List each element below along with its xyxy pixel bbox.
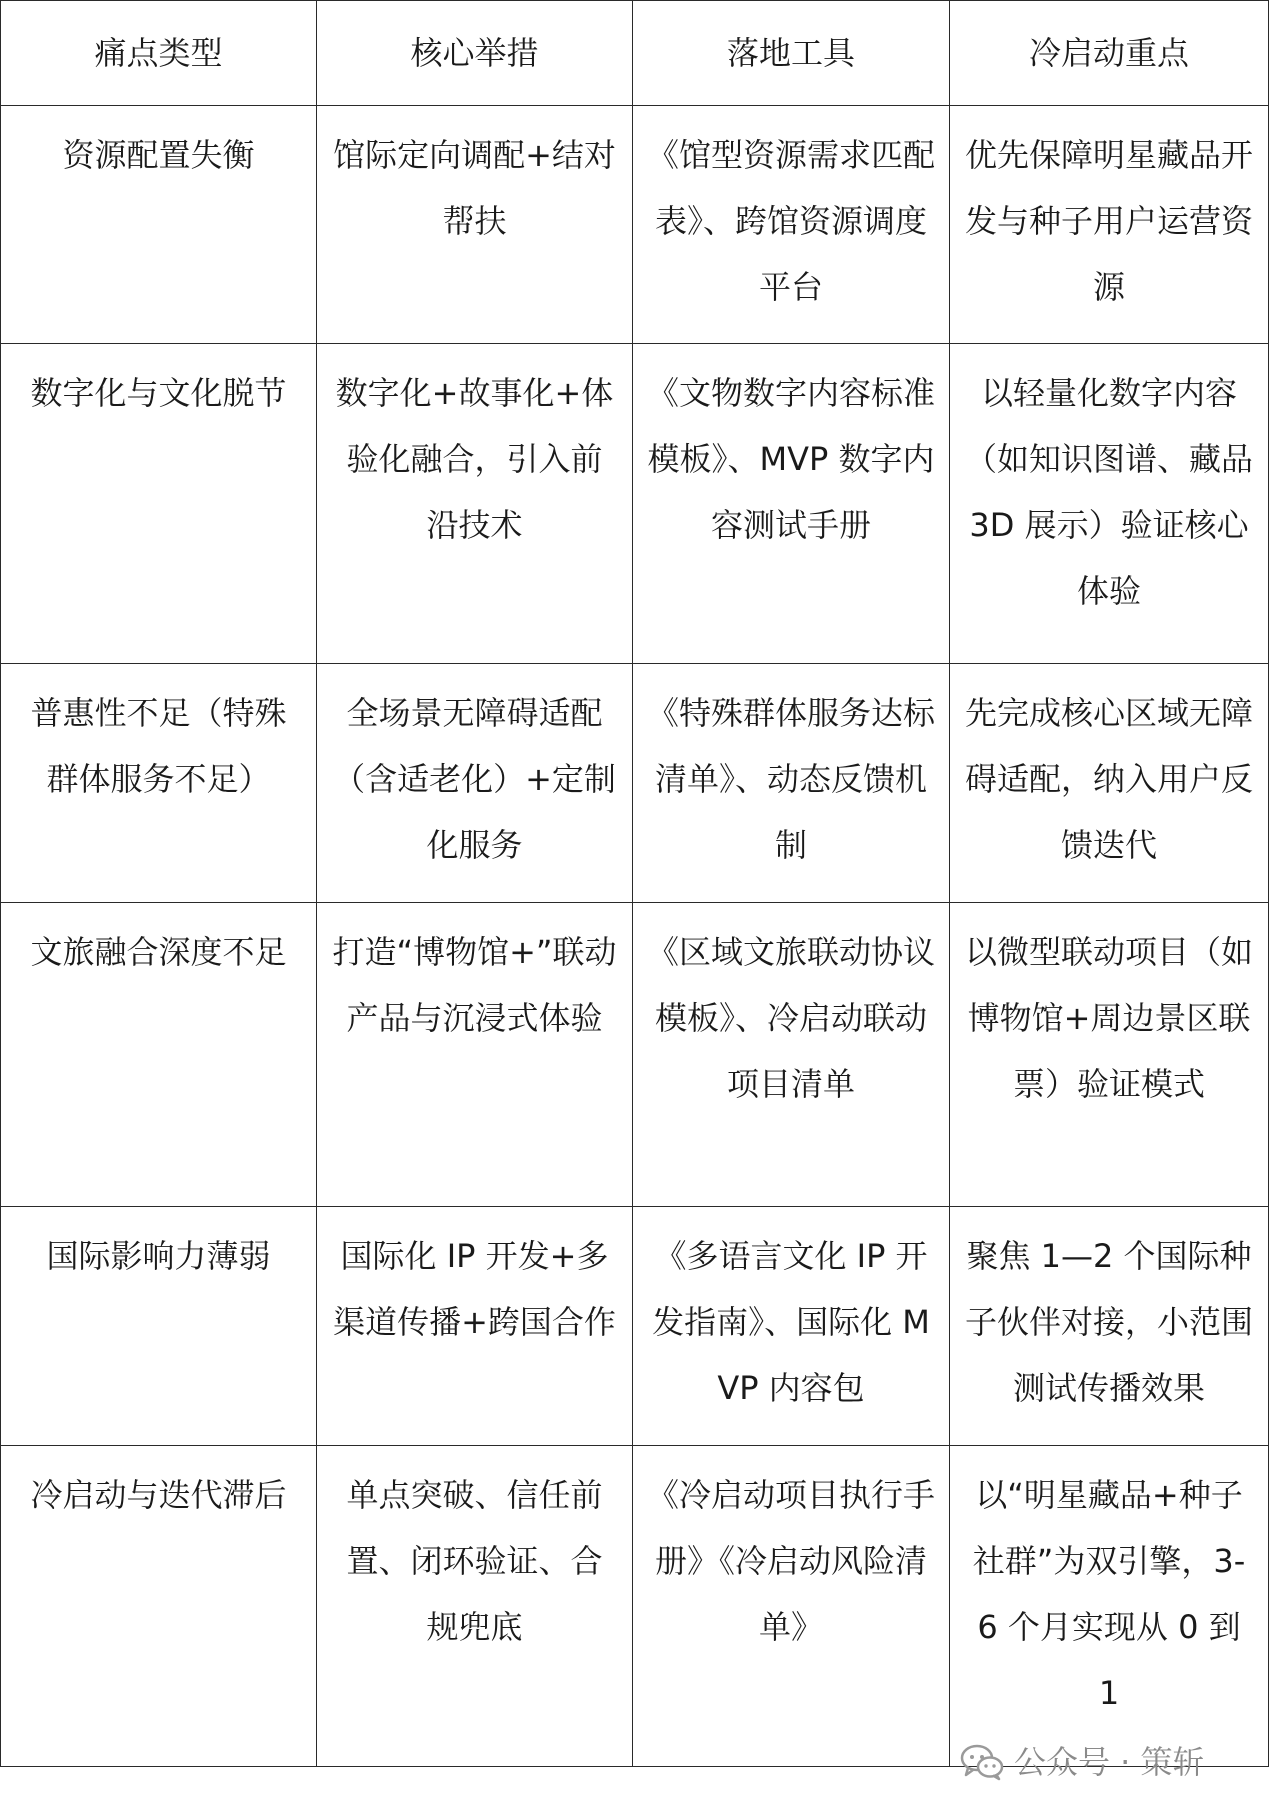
wechat-icon [960,1742,1004,1782]
cell-pain-point: 资源配置失衡 [1,106,317,344]
cell-pain-point: 数字化与文化脱节 [1,344,317,664]
cell-pain-point: 冷启动与迭代滞后 [1,1446,317,1767]
cell-core-measure: 馆际定向调配+结对帮扶 [317,106,633,344]
cell-tool: 《馆型资源需求匹配表》、跨馆资源调度平台 [633,106,950,344]
cell-cold-start: 优先保障明星藏品开发与种子用户运营资源 [950,106,1269,344]
watermark [960,1742,1205,1782]
cell-tool: 《文物数字内容标准模板》、MVP 数字内容测试手册 [633,344,950,664]
table-row [1,1446,1269,1767]
cell-core-measure: 打造“博物馆+”联动产品与沉浸式体验 [317,903,633,1207]
header-cold-start-focus: 冷启动重点 [950,1,1269,106]
cell-core-measure: 单点突破、信任前置、闭环验证、合规兜底 [317,1446,633,1767]
header-core-measures: 核心举措 [317,1,633,106]
cell-cold-start: 聚焦 1—2 个国际种子伙伴对接，小范围测试传播效果 [950,1207,1269,1446]
table-row [1,903,1269,1207]
cell-pain-point: 国际影响力薄弱 [1,1207,317,1446]
cell-core-measure: 全场景无障碍适配（含适老化）+定制化服务 [317,664,633,903]
table-row [1,106,1269,344]
cell-tool: 《多语言文化 IP 开发指南》、国际化 MVP 内容包 [633,1207,950,1446]
table-row [1,344,1269,664]
table-row [1,664,1269,903]
cell-cold-start: 以轻量化数字内容（如知识图谱、藏品 3D 展示）验证核心体验 [950,344,1269,664]
cell-cold-start: 以“明星藏品+种子社群”为双引擎，3-6 个月实现从 0 到 1 [950,1446,1269,1767]
cell-cold-start: 先完成核心区域无障碍适配，纳入用户反馈迭代 [950,664,1269,903]
header-pain-point-type: 痛点类型 [1,1,317,106]
cell-core-measure: 国际化 IP 开发+多渠道传播+跨国合作 [317,1207,633,1446]
cell-tool: 《区域文旅联动协议模板》、冷启动联动项目清单 [633,903,950,1207]
table-row [1,1207,1269,1446]
cell-pain-point: 普惠性不足（特殊群体服务不足） [1,664,317,903]
cell-tool: 《冷启动项目执行手册》《冷启动风险清单》 [633,1446,950,1767]
cell-tool: 《特殊群体服务达标清单》、动态反馈机制 [633,664,950,903]
table-header-row [1,1,1269,106]
header-implementation-tools: 落地工具 [633,1,950,106]
cell-cold-start: 以微型联动项目（如博物馆+周边景区联票）验证模式 [950,903,1269,1207]
cell-pain-point: 文旅融合深度不足 [1,903,317,1207]
cell-core-measure: 数字化+故事化+体验化融合，引入前沿技术 [317,344,633,664]
watermark-text: 公众号 · 策斩 [1014,1743,1205,1781]
